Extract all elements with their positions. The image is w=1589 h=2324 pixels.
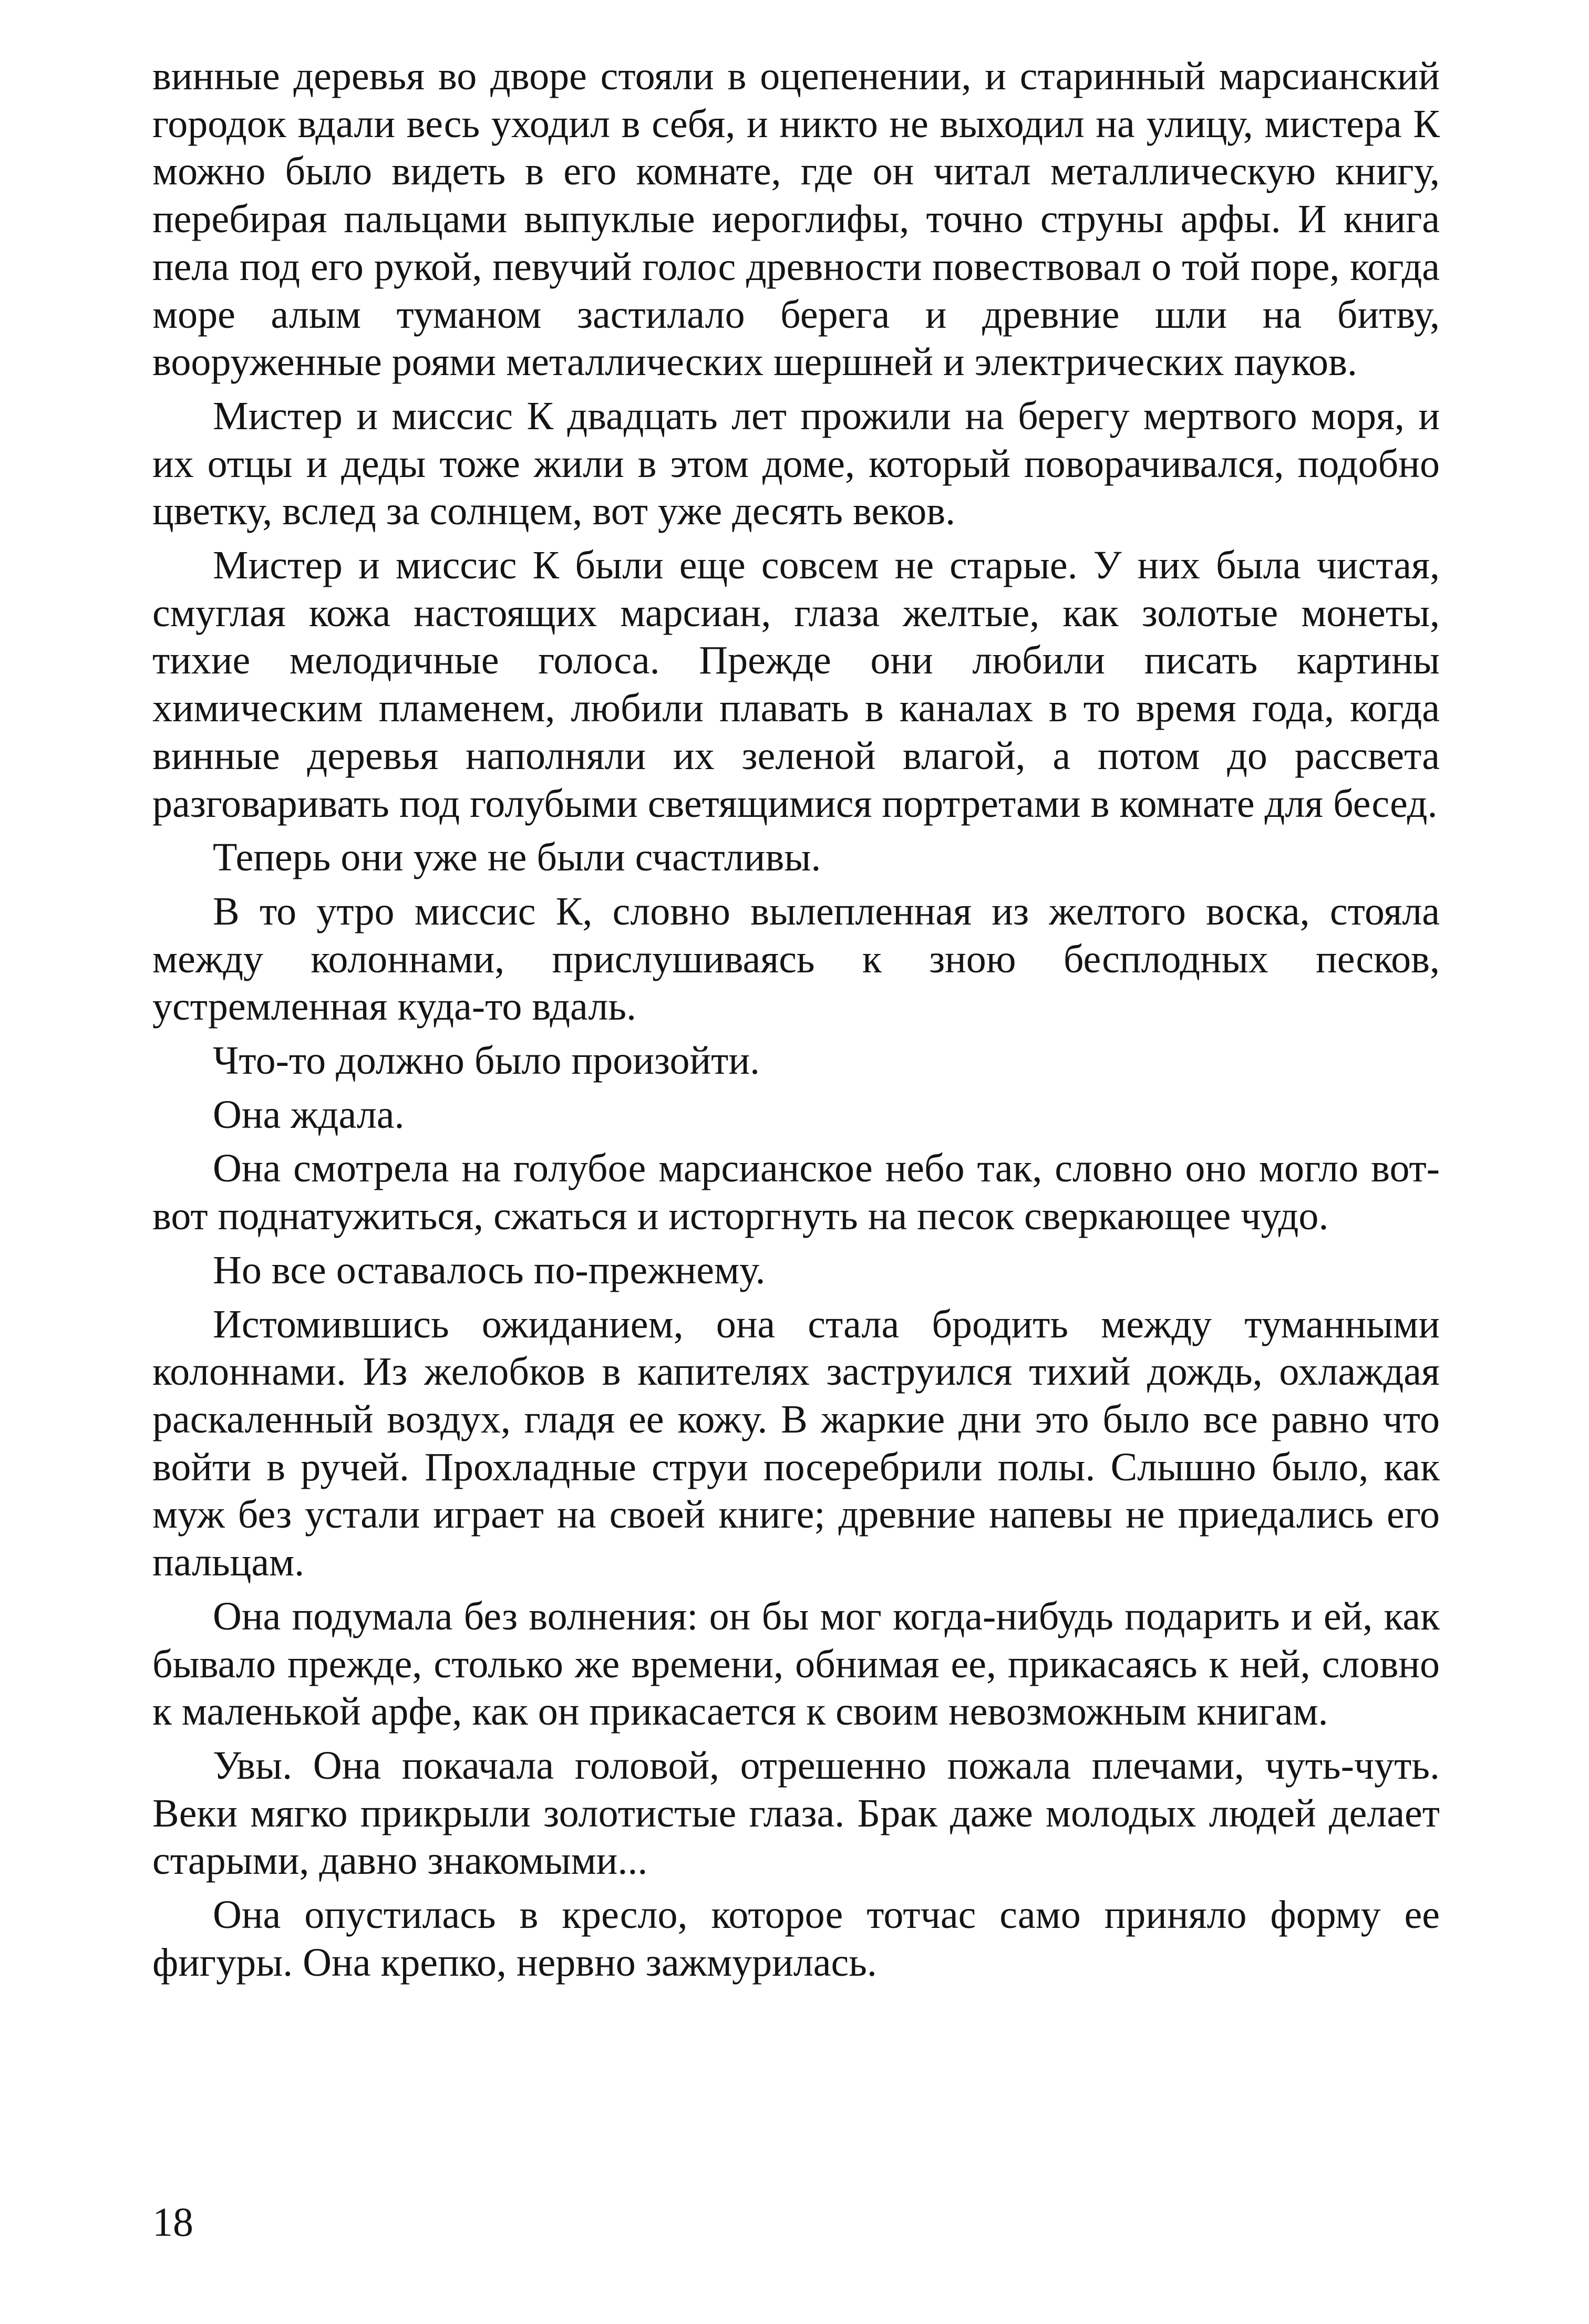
paragraph-4: Теперь они уже не были счастливы. [213,835,821,880]
paragraph-6: Что-то должно было произойти. [213,1039,760,1083]
paragraph-12: Увы. Она покачала головой, отрешенно пожала плечами, чуть-чуть. Веки мягко прикрыли золотистые глаза. Брак даже молодых людей делает старыми, давно знакомыми... [152,1743,1440,1883]
paragraph-9: Но все оставалось по-прежнему. [213,1248,766,1292]
paragraph-13: Она опустилась в кресло, которое тотчас само приняло форму ее фигуры. Она крепко, нервно зажмурилась. [152,1893,1440,1985]
page-number: 18 [152,2199,193,2245]
paragraph-1: винные деревья во дворе стояли в оцепенении, и старинный марсианский городок вдали весь уходил в себя, и никто не выходил на улицу, мистера К можно было видеть в его комнате, где он читал металлическую книгу, перебирая пальцами выпуклые иероглифы, точно струны арфы. И книга пела под его рукой, певучий голос древности повествовал о той поре, когда море алым туманом застилало берега и древние шли на битву, вооруженные роями металлических шершней и электрических пауков. [152,54,1440,385]
paragraph-10: Истомившись ожиданием, она стала бродить между туманными колоннами. Из желобков в капителях заструился тихий дождь, охлаждая раскаленный воздух, гладя ее кожу. В жаркие дни это было все равно что войти в ручей. Прохладные струи посеребрили полы. Слышно было, как муж без устали играет на своей книге; древние напевы не приедались его пальцам. [152,1302,1440,1585]
paragraph-8: Она смотрела на голубое марсианское небо так, словно оно могло вот-вот поднатужиться, сжаться и исторгнуть на песок сверкающее чудо. [152,1146,1440,1239]
paragraph-11: Она подумала без волнения: он бы мог когда-нибудь подарить и ей, как бывало прежде, столько же времени, обнимая ее, прикасаясь к ней, словно к маленькой арфе, как он прикасается к своим невозможным книгам. [152,1594,1440,1734]
paragraph-2: Мистер и миссис К двадцать лет прожили на берегу мертвого моря, и их отцы и деды тоже жили в этом доме, который поворачивался, подобно цветку, вслед за солнцем, вот уже десять веков. [152,393,1440,534]
paragraph-3: Мистер и миссис К были еще совсем не старые. У них была чистая, смуглая кожа настоящих марсиан, глаза желтые, как золотые монеты, тихие мелодичные голоса. Прежде они любили писать картины химическим пламенем, любили плавать в каналах в то время года, когда винные деревья наполняли их зеленой влагой, а потом до рассвета разговаривать под голубыми светящимися портретами в комнате для бесед. [152,543,1440,826]
paragraph-5: В то утро миссис К, словно вылепленная из желтого воска, стояла между колоннами, прислушиваясь к зною бесплодных песков, устремленная куда-то вдаль. [152,889,1440,1029]
paragraph-7: Она ждала. [213,1092,405,1137]
book-page [152,53,1440,1993]
